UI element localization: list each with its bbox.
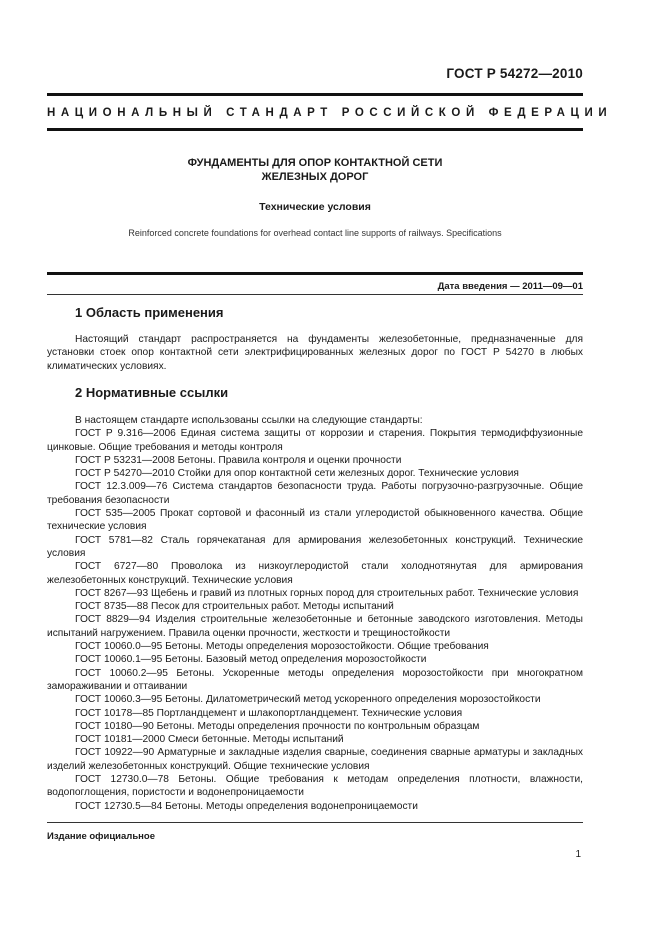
normative-references	[47, 414, 583, 813]
reference-item: ГОСТ Р 53231—2008 Бетоны. Правила контроля и оценки прочности	[75, 454, 402, 466]
reference-item: ГОСТ 10060.2—95 Бетоны. Ускоренные методы определения морозостойкости при многократном замораживании и оттаивании	[47, 667, 583, 692]
reference-item: ГОСТ 5781—82 Сталь горячекатаная для армирования железобетонных конструкций. Технические условия	[47, 534, 583, 559]
introduction-date: Дата введения — 2011—09—01	[437, 281, 583, 292]
reference-item: ГОСТ 10181—2000 Смеси бетонные. Методы испытаний	[75, 734, 344, 746]
document-title	[47, 156, 583, 184]
reference-item: ГОСТ 8267—93 Щебень и гравий из плотных горных пород для строительных работ. Технические условия	[75, 587, 579, 599]
footer-rule	[47, 822, 583, 823]
reference-item: ГОСТ 10922—90 Арматурные и закладные изделия сварные, соединения сварные арматуры и закладных изделий железобетонных конструкций. Общие технические условия	[47, 747, 583, 772]
national-standard-banner: НАЦИОНАЛЬНЫЙ СТАНДАРТ РОССИЙСКОЙ ФЕДЕРАЦИИ	[47, 107, 613, 119]
reference-item: ГОСТ 10180—90 Бетоны. Методы определения прочности по контрольным образцам	[75, 720, 480, 732]
reference-item: ГОСТ 10060.1—95 Бетоны. Базовый метод определения морозостойкости	[75, 654, 427, 666]
page-number: 1	[575, 849, 581, 860]
reference-item: ГОСТ Р 54270—2010 Стойки для опор контактной сети железных дорог. Технические условия	[75, 468, 519, 480]
reference-item: ГОСТ 10060.0—95 Бетоны. Методы определения морозостойкости. Общие требования	[75, 641, 489, 653]
reference-item: ГОСТ 8829—94 Изделия строительные железобетонные и бетонные заводского изготовления. Методы испытаний нагружением. Правила оценки прочности, жесткости и трещиностойкости	[47, 614, 583, 639]
english-title: Reinforced concrete foundations for overhead contact line supports of railways. Specifications	[128, 228, 502, 238]
section-1-heading: 1 Область применения	[75, 305, 224, 320]
official-edition-label: Издание официальное	[47, 831, 155, 842]
reference-item: ГОСТ 10060.3—95 Бетоны. Дилатометрический метод ускоренного определения морозостойкости	[75, 694, 541, 706]
top-rule	[47, 93, 583, 96]
date-rule	[47, 294, 583, 295]
reference-item: ГОСТ 6727—80 Проволока из низкоуглеродистой стали холоднотянутая для армирования железобетонных конструкций. Технические условия	[47, 561, 583, 586]
section-2-heading: 2 Нормативные ссылки	[75, 385, 229, 400]
reference-item: ГОСТ Р 9.316—2006 Единая система защиты от коррозии и старения. Покрытия термодиффузионные цинковые. Общие требования и методы контроля	[47, 428, 583, 453]
title-line-2: ЖЕЛЕЗНЫХ ДОРОГ	[261, 171, 369, 183]
reference-item: ГОСТ 535—2005 Прокат сортовой и фасонный из стали углеродистой обыкновенного качества. Общие технические условия	[47, 508, 583, 533]
reference-item: ГОСТ 12730.5—84 Бетоны. Методы определения водонепроницаемости	[75, 800, 418, 812]
references-intro: В настоящем стандарте использованы ссылки на следующие стандарты:	[75, 415, 423, 426]
document-subtitle: Технические условия	[259, 201, 371, 213]
section-1-text: Настоящий стандарт распространяется на фундаменты железобетонные, предназначенные для установки стоек опор контактной сети электрифицированных железных дорог по ГОСТ Р 54270 в любых климатических условиях.	[47, 334, 583, 372]
reference-item: ГОСТ 12.3.009—76 Система стандартов безопасности труда. Работы погрузочно-разгрузочные. Общие требования безопасности	[47, 481, 583, 506]
title-block-rule	[47, 272, 583, 275]
reference-item: ГОСТ 10178—85 Портландцемент и шлакопортландцемент. Технические условия	[75, 707, 463, 719]
title-line-1: ФУНДАМЕНТЫ ДЛЯ ОПОР КОНТАКТНОЙ СЕТИ	[187, 157, 443, 169]
document-code: ГОСТ Р 54272—2010	[446, 66, 583, 81]
reference-item: ГОСТ 8735—88 Песок для строительных работ. Методы испытаний	[75, 601, 394, 613]
banner-rule	[47, 128, 583, 131]
reference-item: ГОСТ 12730.0—78 Бетоны. Общие требования к методам определения плотности, влажности, водопоглощения, пористости и водонепроницаемости	[47, 774, 583, 799]
